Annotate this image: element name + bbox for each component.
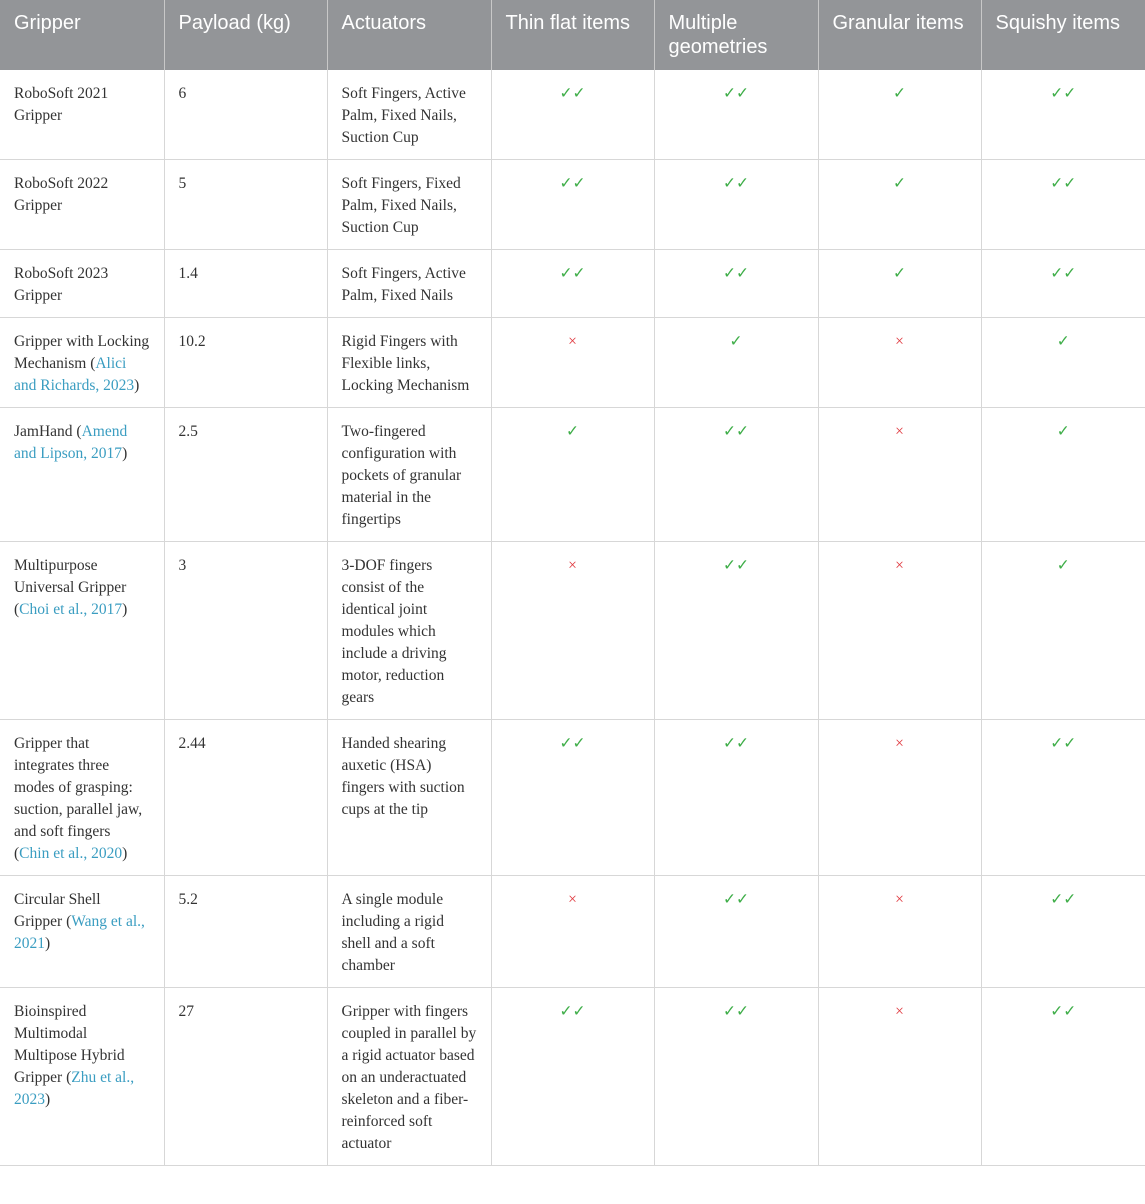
payload-cell: 10.2 [164, 318, 327, 408]
multiple-geometries-mark: ✓✓ [654, 720, 818, 876]
citation-close-paren: ) [134, 377, 140, 394]
header-multiple-geometries: Multiple geometries [654, 0, 818, 70]
table-row [0, 542, 1145, 720]
header-squishy-items: Squishy items [981, 0, 1145, 70]
squishy-items-mark: ✓ [981, 542, 1145, 720]
granular-items-mark: × [818, 318, 981, 408]
multiple-geometries-mark: ✓✓ [654, 988, 818, 1166]
multiple-geometries-mark: ✓✓ [654, 408, 818, 542]
gripper-name-cell [0, 70, 164, 160]
thin-flat-items-mark: ✓✓ [491, 988, 654, 1166]
table-body [0, 70, 1145, 1166]
multiple-geometries-mark: ✓✓ [654, 160, 818, 250]
thin-flat-items-mark: × [491, 542, 654, 720]
squishy-items-mark: ✓✓ [981, 720, 1145, 876]
actuators-cell: Soft Fingers, Fixed Palm, Fixed Nails, Suction Cup [327, 160, 491, 250]
payload-cell: 5 [164, 160, 327, 250]
squishy-items-mark: ✓ [981, 318, 1145, 408]
header-gripper: Gripper [0, 0, 164, 70]
payload-cell: 5.2 [164, 876, 327, 988]
table-row [0, 720, 1145, 876]
granular-items-mark: ✓ [818, 70, 981, 160]
gripper-name: RoboSoft 2021 Gripper [14, 85, 109, 124]
granular-items-mark: × [818, 988, 981, 1166]
citation-close-paren: ) [122, 445, 128, 462]
gripper-name: Gripper that integrates three modes of grasping: suction, parallel jaw, and soft fingers ( [14, 735, 143, 862]
squishy-items-mark: ✓✓ [981, 988, 1145, 1166]
squishy-items-mark: ✓✓ [981, 876, 1145, 988]
squishy-items-mark: ✓✓ [981, 70, 1145, 160]
citation-close-paren: ) [45, 1091, 51, 1108]
citation-link[interactable]: Chin et al., 2020 [19, 845, 123, 862]
table-row [0, 250, 1145, 318]
citation-link[interactable]: Zhu et al., 2023 [14, 1069, 135, 1108]
payload-cell: 3 [164, 542, 327, 720]
table-row [0, 70, 1145, 160]
actuators-cell: 3-DOF fingers consist of the identical joint modules which include a driving motor, reduction gears [327, 542, 491, 720]
table-row [0, 318, 1145, 408]
table-row [0, 988, 1145, 1166]
actuators-cell: Two-fingered configuration with pockets of granular material in the fingertips [327, 408, 491, 542]
citation-link[interactable]: Choi et al., 2017 [19, 601, 123, 618]
multiple-geometries-mark: ✓ [654, 318, 818, 408]
table-row [0, 876, 1145, 988]
payload-cell: 1.4 [164, 250, 327, 318]
payload-cell: 2.44 [164, 720, 327, 876]
granular-items-mark: × [818, 542, 981, 720]
thin-flat-items-mark: × [491, 876, 654, 988]
citation-close-paren: ) [122, 601, 128, 618]
header-payload: Payload (kg) [164, 0, 327, 70]
thin-flat-items-mark: ✓✓ [491, 70, 654, 160]
gripper-name: Circular Shell Gripper ( [14, 891, 101, 930]
squishy-items-mark: ✓ [981, 408, 1145, 542]
gripper-name: JamHand ( [14, 423, 82, 440]
granular-items-mark: × [818, 876, 981, 988]
multiple-geometries-mark: ✓✓ [654, 70, 818, 160]
header-granular-items: Granular items [818, 0, 981, 70]
gripper-name-cell [0, 988, 164, 1166]
gripper-name: Bioinspired Multimodal Multipose Hybrid Gripper ( [14, 1003, 125, 1086]
granular-items-mark: ✓ [818, 160, 981, 250]
gripper-name-cell [0, 408, 164, 542]
gripper-name: RoboSoft 2023 Gripper [14, 265, 109, 304]
actuators-cell: A single module including a rigid shell and a soft chamber [327, 876, 491, 988]
multiple-geometries-mark: ✓✓ [654, 250, 818, 318]
gripper-name: Multipurpose Universal Gripper ( [14, 557, 127, 618]
actuators-cell: Rigid Fingers with Flexible links, Locking Mechanism [327, 318, 491, 408]
actuators-cell: Soft Fingers, Active Palm, Fixed Nails [327, 250, 491, 318]
header-thin-flat-items: Thin flat items [491, 0, 654, 70]
granular-items-mark: × [818, 720, 981, 876]
citation-link[interactable]: Amend and Lipson, 2017 [14, 423, 128, 462]
table-row [0, 160, 1145, 250]
citation-link[interactable]: Wang et al., 2021 [14, 913, 145, 952]
thin-flat-items-mark: ✓✓ [491, 160, 654, 250]
thin-flat-items-mark: ✓✓ [491, 250, 654, 318]
header-row [0, 0, 1145, 70]
payload-cell: 2.5 [164, 408, 327, 542]
granular-items-mark: ✓ [818, 250, 981, 318]
multiple-geometries-mark: ✓✓ [654, 876, 818, 988]
gripper-name-cell [0, 250, 164, 318]
gripper-name-cell [0, 318, 164, 408]
thin-flat-items-mark: ✓✓ [491, 720, 654, 876]
payload-cell: 27 [164, 988, 327, 1166]
actuators-cell: Gripper with fingers coupled in parallel by a rigid actuator based on an underactuated skeleton and a fiber-reinforced soft actuator [327, 988, 491, 1166]
squishy-items-mark: ✓✓ [981, 250, 1145, 318]
header-actuators: Actuators [327, 0, 491, 70]
citation-link[interactable]: Alici and Richards, 2023 [14, 355, 135, 394]
gripper-name: RoboSoft 2022 Gripper [14, 175, 109, 214]
gripper-name: Gripper with Locking Mechanism ( [14, 333, 150, 372]
thin-flat-items-mark: × [491, 318, 654, 408]
citation-close-paren: ) [122, 845, 128, 862]
granular-items-mark: × [818, 408, 981, 542]
thin-flat-items-mark: ✓ [491, 408, 654, 542]
actuators-cell: Soft Fingers, Active Palm, Fixed Nails, Suction Cup [327, 70, 491, 160]
gripper-name-cell [0, 876, 164, 988]
actuators-cell: Handed shearing auxetic (HSA) fingers with suction cups at the tip [327, 720, 491, 876]
gripper-name-cell [0, 720, 164, 876]
citation-close-paren: ) [45, 935, 51, 952]
multiple-geometries-mark: ✓✓ [654, 542, 818, 720]
gripper-name-cell [0, 160, 164, 250]
gripper-name-cell [0, 542, 164, 720]
table-row [0, 408, 1145, 542]
squishy-items-mark: ✓✓ [981, 160, 1145, 250]
payload-cell: 6 [164, 70, 327, 160]
